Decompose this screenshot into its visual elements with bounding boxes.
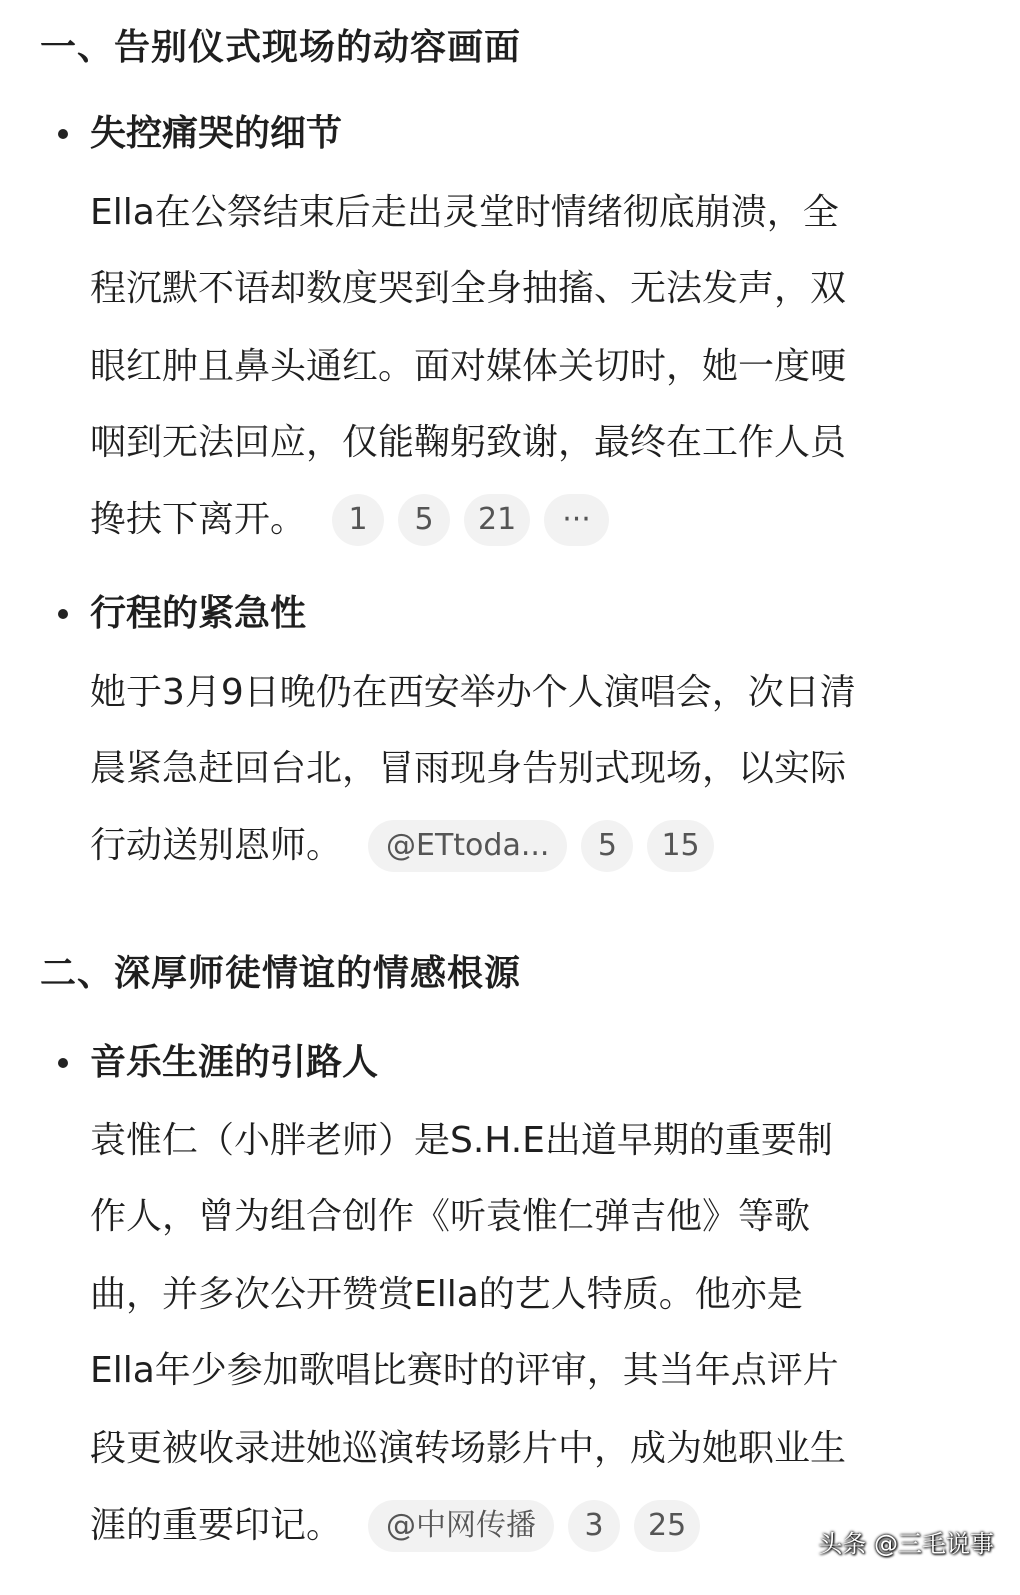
citation-chip[interactable]: 15 [647, 820, 713, 872]
citation-chip[interactable]: 5 [581, 820, 633, 872]
paragraph-line-with-citations: 行动送别恩师。 @ETtoda... 5 15 [90, 820, 714, 872]
item-title-1: 失控痛哭的细节 [90, 113, 343, 154]
citation-chip[interactable]: @ETtoda... [368, 820, 567, 872]
paragraph-line-with-citations: 搀扶下离开。 1 5 21 ··· [90, 494, 609, 546]
paragraph-line: 段更被收录进她巡演转场影片中，成为她职业生 [90, 1428, 847, 1469]
paragraph-line: 作人，曾为组合创作《听袁惟仁弹吉他》等歌 [90, 1196, 811, 1237]
bullet-dot [58, 1058, 68, 1068]
section-heading-2: 二、深厚师徒情谊的情感根源 [40, 953, 522, 994]
paragraph-line: Ella年少参加歌唱比赛时的评审，其当年点评片 [90, 1350, 839, 1391]
citation-chip[interactable]: 1 [332, 494, 384, 546]
paragraph-line-with-citations: 涯的重要印记。 @中网传播 3 25 [90, 1500, 700, 1552]
item-title-3: 音乐生涯的引路人 [90, 1042, 379, 1083]
paragraph-line: 她于3月9日晚仍在西安举办个人演唱会，次日清 [90, 672, 856, 713]
paragraph-line: 袁惟仁（小胖老师）是S.H.E出道早期的重要制 [90, 1120, 833, 1161]
paragraph-line: Ella在公祭结束后走出灵堂时情绪彻底崩溃，全 [90, 192, 839, 233]
paragraph-line: 眼红肿且鼻头通红。面对媒体关切时，她一度哽 [90, 346, 847, 387]
bullet-dot [58, 129, 68, 139]
item-title-2: 行程的紧急性 [90, 593, 307, 634]
source-watermark: 头条 @三毛说事 [818, 1530, 994, 1558]
more-citations-button[interactable]: ··· [544, 494, 609, 546]
paragraph-line: 程沉默不语却数度哭到全身抽搐、无法发声，双 [90, 268, 847, 309]
section-heading-1: 一、告别仪式现场的动容画面 [40, 27, 522, 68]
paragraph-line: 晨紧急赶回台北，冒雨现身告别式现场，以实际 [90, 748, 847, 789]
citation-chip[interactable]: 3 [568, 1500, 620, 1552]
paragraph-line: 曲，并多次公开赞赏Ella的艺人特质。他亦是 [90, 1274, 803, 1315]
citation-chip[interactable]: @中网传播 [368, 1500, 554, 1552]
paragraph-line: 咽到无法回应，仅能鞠躬致谢，最终在工作人员 [90, 422, 847, 463]
citation-chip[interactable]: 5 [398, 494, 450, 546]
bullet-dot [58, 609, 68, 619]
citation-chip[interactable]: 25 [634, 1500, 700, 1552]
citation-chip[interactable]: 21 [464, 494, 530, 546]
